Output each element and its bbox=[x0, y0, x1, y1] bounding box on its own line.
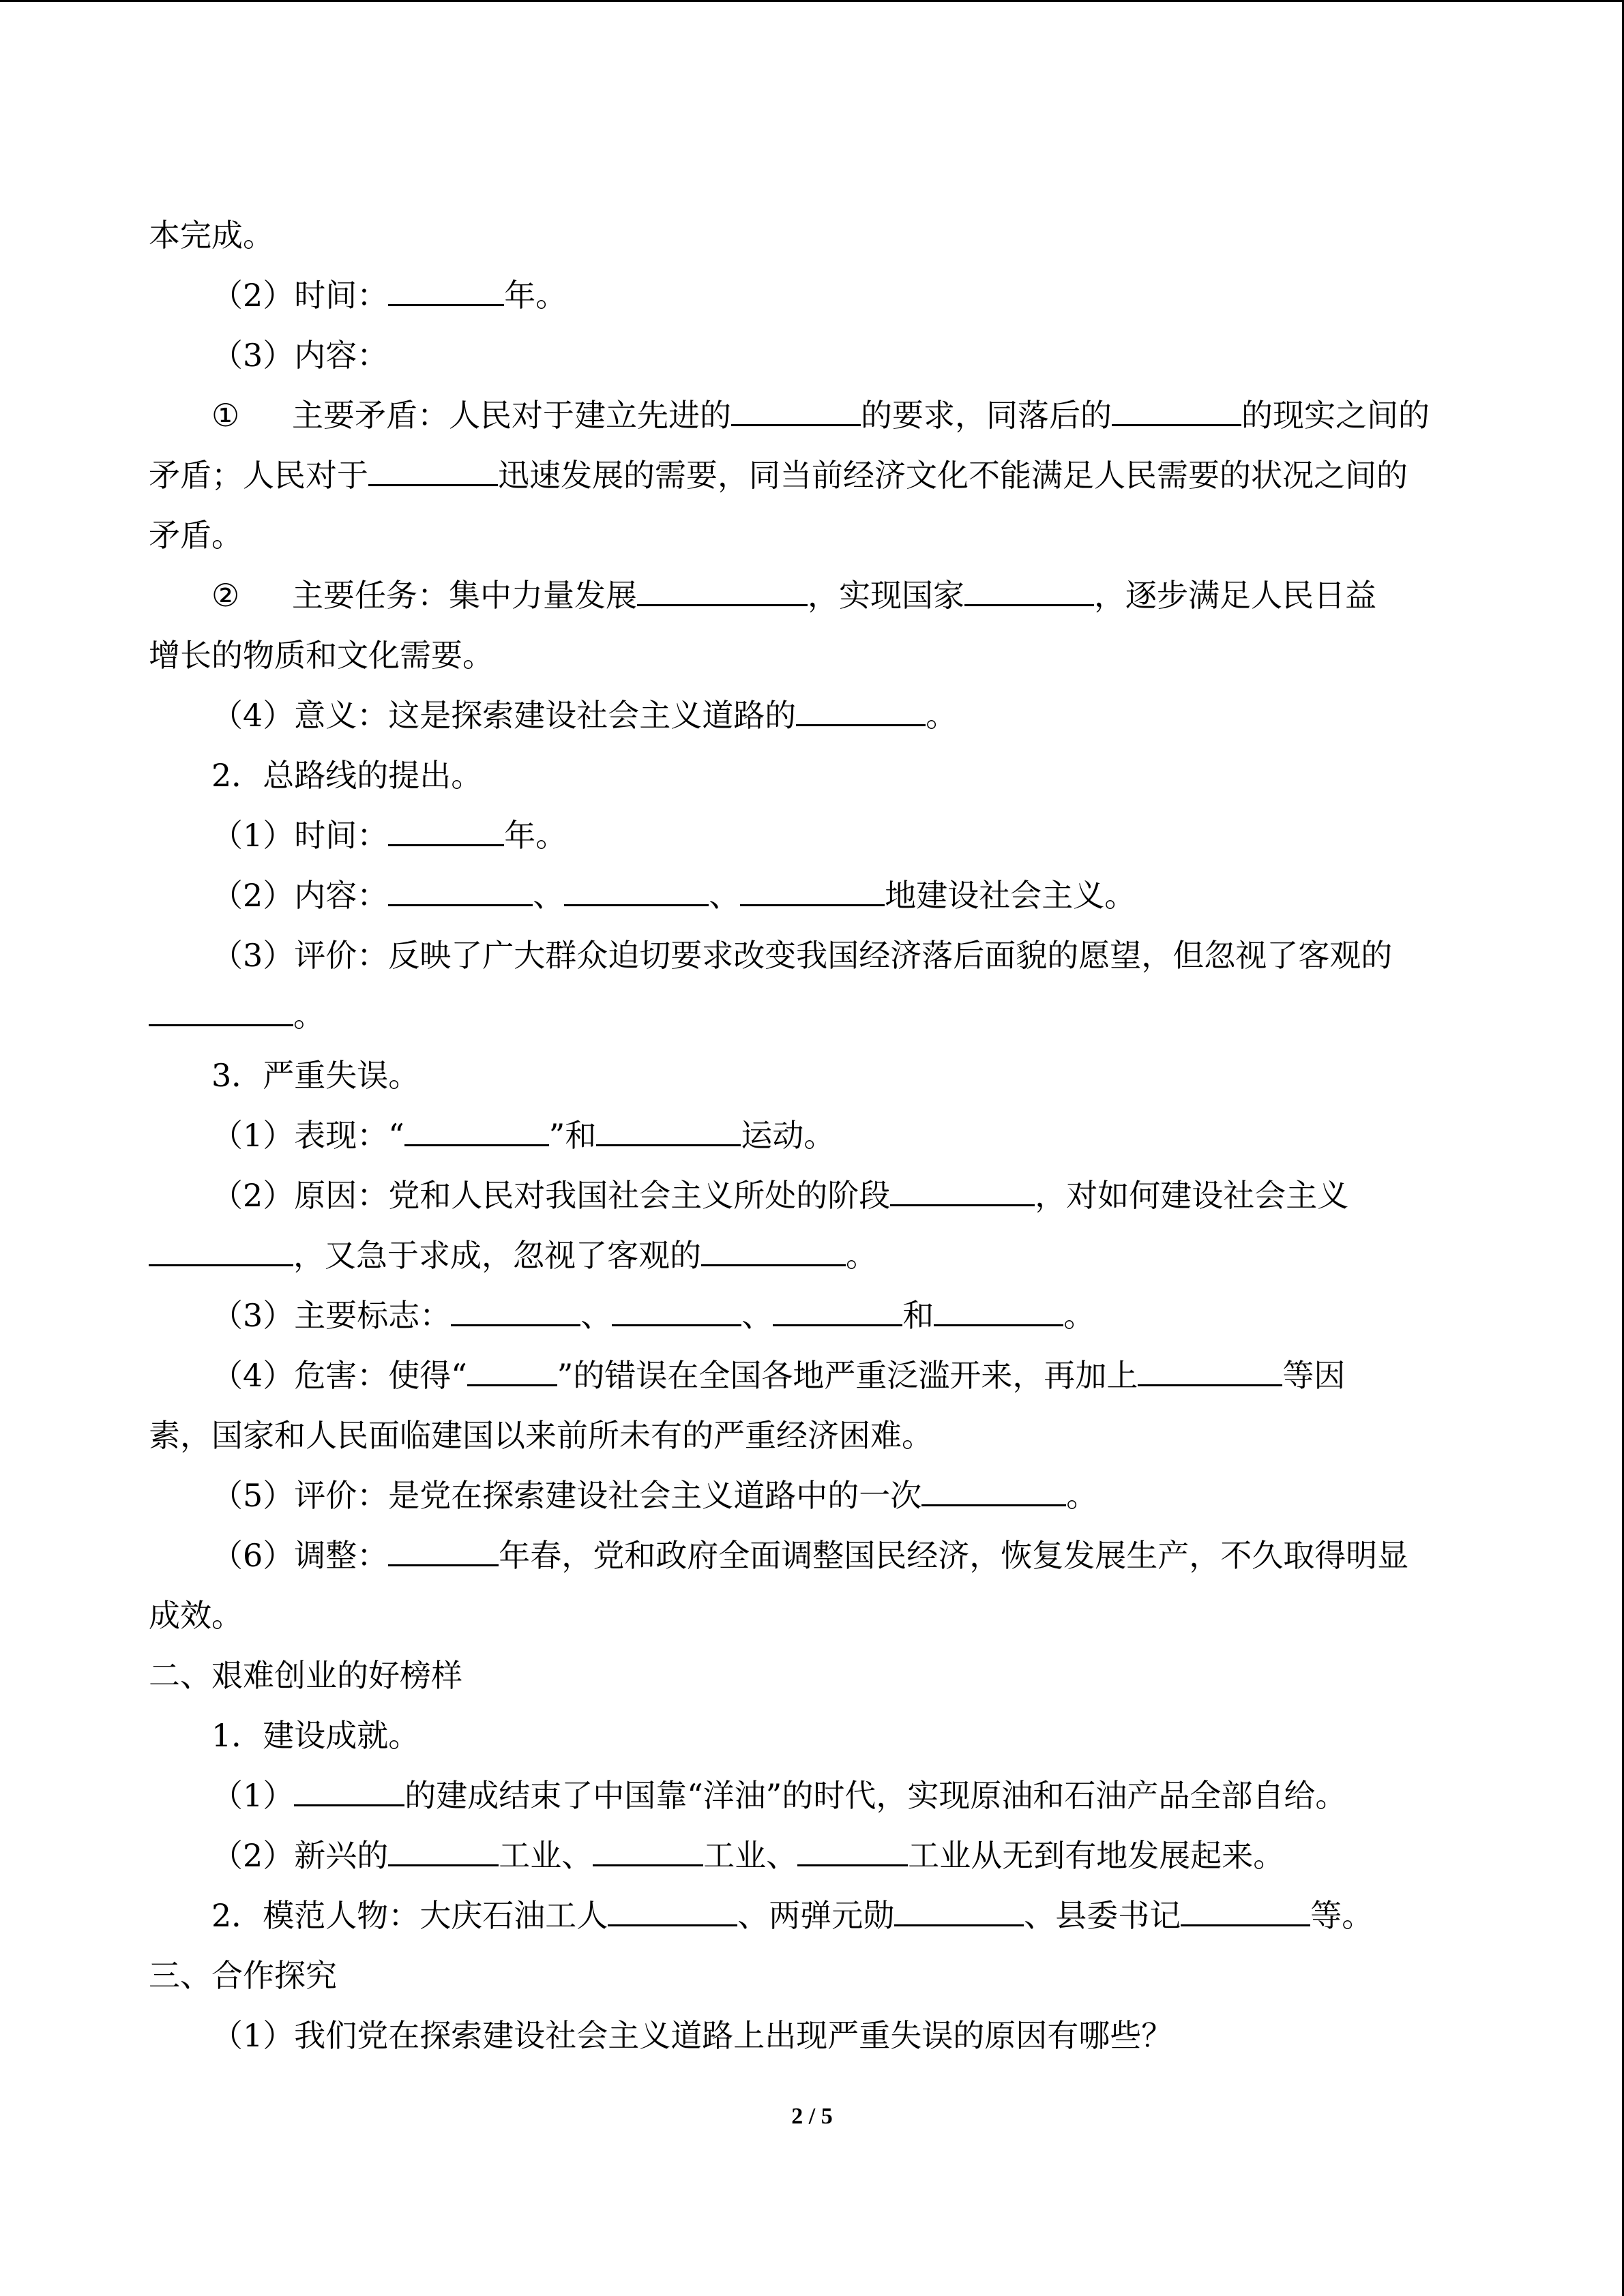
circled-number: ② bbox=[211, 577, 240, 614]
text-line: （3）主要标志： 、 、 和 。 bbox=[149, 1285, 1482, 1345]
fill-blank[interactable] bbox=[964, 569, 1094, 606]
text-line: 本完成。 bbox=[149, 217, 274, 254]
text-line: 2．模范人物：大庆石油工人 、两弹元勋 、县委书记 等。 bbox=[149, 1885, 1482, 1945]
text-line: （1） 的建成结束了中国靠“洋油”的时代，实现原油和石油产品全部自给。 bbox=[149, 1765, 1482, 1825]
fill-blank[interactable] bbox=[612, 1289, 741, 1326]
fill-blank[interactable] bbox=[149, 1229, 293, 1266]
page-number: 2 / 5 bbox=[791, 2104, 833, 2129]
text-line: （1）时间： 年。 bbox=[149, 805, 1482, 865]
text-line: （2）原因：党和人民对我国社会主义所处的阶段 ，对如何建设社会主义 bbox=[149, 1165, 1482, 1225]
fill-blank[interactable] bbox=[388, 1829, 499, 1866]
fill-blank[interactable] bbox=[796, 689, 926, 726]
fill-blank[interactable] bbox=[740, 869, 885, 906]
fill-blank[interactable] bbox=[773, 1289, 902, 1326]
text-line: 成效。 bbox=[149, 1597, 243, 1634]
fill-blank[interactable] bbox=[404, 1109, 549, 1146]
section-heading: 1．建设成就。 bbox=[211, 1717, 420, 1754]
text-line: 增长的物质和文化需要。 bbox=[149, 637, 494, 674]
fill-blank[interactable] bbox=[1181, 1889, 1310, 1926]
fill-blank[interactable] bbox=[388, 869, 533, 906]
text-line: （1）我们党在探索建设社会主义道路上出现严重失误的原因有哪些？ bbox=[211, 2017, 1173, 2054]
circled-number: ① bbox=[211, 397, 240, 434]
text-line: （5）评价：是党在探索建设社会主义道路中的一次 。 bbox=[149, 1465, 1482, 1525]
text-line: ① 主要矛盾：人民对于建立先进的 的要求，同落后的 的现实之间的 bbox=[149, 385, 1482, 445]
fill-blank[interactable] bbox=[593, 1829, 703, 1866]
text-line: （3）内容： bbox=[211, 337, 389, 374]
text-line: （6）调整： 年春，党和政府全面调整国民经济，恢复发展生产，不久取得明显 bbox=[149, 1525, 1482, 1585]
fill-blank[interactable] bbox=[701, 1229, 846, 1266]
fill-blank[interactable] bbox=[368, 449, 498, 486]
fill-blank[interactable] bbox=[731, 389, 861, 426]
fill-blank[interactable] bbox=[388, 809, 504, 846]
fill-blank[interactable] bbox=[608, 1889, 737, 1926]
section-heading: 二、艰难创业的好榜样 bbox=[149, 1657, 462, 1694]
fill-blank[interactable] bbox=[1138, 1349, 1282, 1386]
fill-blank[interactable] bbox=[564, 869, 709, 906]
fill-blank[interactable] bbox=[388, 1529, 499, 1566]
fill-blank[interactable] bbox=[596, 1109, 741, 1146]
text-line: （1）表现：“ ”和 运动。 bbox=[149, 1105, 1482, 1165]
fill-blank[interactable] bbox=[637, 569, 808, 606]
text-line: （4）危害：使得“ ”的错误在全国各地严重泛滥开来，再加上 等因 bbox=[149, 1345, 1482, 1405]
text-line: ② 主要任务：集中力量发展 ，实现国家 ，逐步满足人民日益 bbox=[149, 565, 1482, 625]
text-line: （3）评价：反映了广大群众迫切要求改变我国经济落后面貌的愿望，但忽视了客观的 bbox=[211, 937, 1393, 974]
section-heading: 3．严重失误。 bbox=[211, 1057, 420, 1094]
text-line: 矛盾；人民对于 迅速发展的需要，同当前经济文化不能满足人民需要的状况之间的 bbox=[149, 445, 1482, 505]
fill-blank[interactable] bbox=[294, 1769, 404, 1806]
fill-blank[interactable] bbox=[890, 1169, 1035, 1206]
section-heading: 三、合作探究 bbox=[149, 1957, 337, 1994]
text-line: （2）时间： 年。 bbox=[149, 265, 1482, 325]
text-line: 。 bbox=[149, 985, 1482, 1045]
text-line: （2）新兴的 工业、 工业、 工业从无到有地发展起来。 bbox=[149, 1825, 1482, 1885]
document-body bbox=[149, 205, 1482, 2066]
fill-blank[interactable] bbox=[797, 1829, 908, 1866]
fill-blank[interactable] bbox=[894, 1889, 1024, 1926]
text-line: 矛盾。 bbox=[149, 517, 243, 554]
text-line: ，又急于求成，忽视了客观的 。 bbox=[149, 1225, 1482, 1285]
text-line: （2）内容： 、 、 地建设社会主义。 bbox=[149, 865, 1482, 925]
fill-blank[interactable] bbox=[451, 1289, 580, 1326]
fill-blank[interactable] bbox=[934, 1289, 1063, 1326]
fill-blank[interactable] bbox=[467, 1349, 557, 1386]
fill-blank[interactable] bbox=[149, 989, 293, 1026]
text-line: （4）意义：这是探索建设社会主义道路的 。 bbox=[149, 685, 1482, 745]
section-heading: 2．总路线的提出。 bbox=[211, 757, 483, 794]
text-line: 素，国家和人民面临建国以来前所未有的严重经济困难。 bbox=[149, 1417, 933, 1454]
fill-blank[interactable] bbox=[921, 1469, 1066, 1506]
fill-blank[interactable] bbox=[388, 269, 504, 306]
fill-blank[interactable] bbox=[1112, 389, 1241, 426]
